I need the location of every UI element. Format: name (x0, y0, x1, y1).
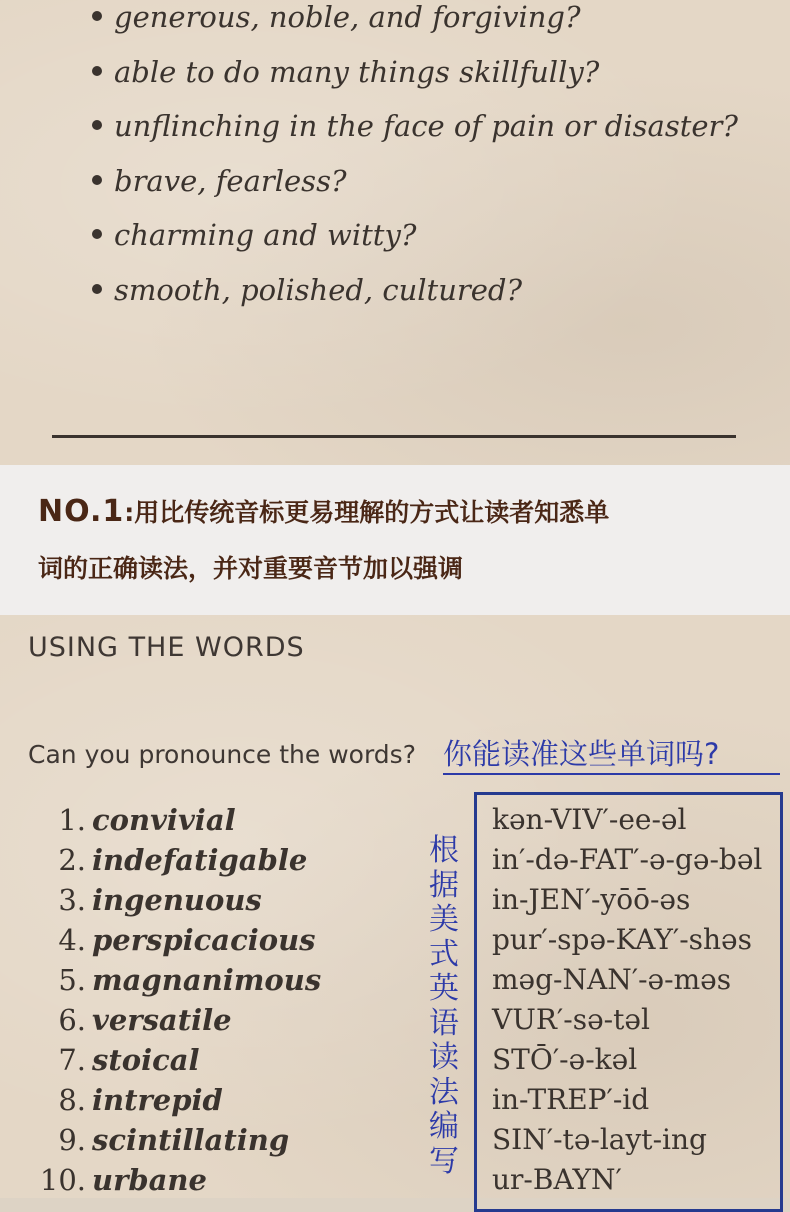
list-item: brave, fearless? (92, 158, 738, 213)
pronunciation: in-JEN′-yōō-əs (492, 883, 691, 916)
section-heading: USING THE WORDS (28, 632, 305, 663)
pronunciation: VUR′-sə-təl (492, 1003, 650, 1036)
question-text: Can you pronounce the words? (28, 740, 416, 769)
bullet-icon (92, 175, 102, 185)
pronunciation-list (492, 800, 762, 1200)
list-item: 3. ingenuous (58, 883, 262, 917)
pronunciation: SIN′-tə-layt-ing (492, 1123, 707, 1156)
list-item: 2. indefatigable (58, 843, 308, 877)
list-item: 4. perspicacious (58, 923, 316, 957)
chinese-question-annotation: 你能读准这些单词吗? (443, 737, 720, 771)
list-item: unflinching in the face of pain or disaster? (92, 103, 738, 158)
bullet-icon (92, 284, 102, 294)
bullet-icon (92, 66, 102, 76)
list-item: 7. stoical (58, 1043, 200, 1077)
pronunciation: pur′-spə-KAY′-shəs (492, 923, 752, 956)
bullet-icon (92, 11, 102, 21)
section-divider (52, 435, 736, 438)
list-item: 8. intrepid (58, 1083, 223, 1117)
list-item: 5. magnanimous (58, 963, 322, 997)
list-item: smooth, polished, cultured? (92, 267, 738, 322)
banner-line-2: 词的正确读法，并对重要音节加以强调 (38, 554, 464, 583)
banner-line-1 (38, 493, 609, 529)
banner-text-1: :用比传统音标更易理解的方式让读者知悉单 (124, 498, 610, 527)
pronunciation: ur-BAYN′ (492, 1163, 622, 1196)
word-list (30, 800, 321, 1200)
list-item: 6. versatile (58, 1003, 232, 1037)
top-page-scan (0, 0, 790, 465)
list-item: 1. convivial (58, 803, 236, 837)
annotation-banner (0, 465, 790, 615)
list-item: able to do many things skillfully? (92, 49, 738, 104)
annotation-underline (443, 773, 780, 775)
pronunciation: kən-VIV′-ee-əl (492, 803, 687, 836)
list-item: charming and witty? (92, 212, 738, 267)
pronunciation: məg-NAN′-ə-məs (492, 963, 732, 996)
list-item: 9. scintillating (58, 1123, 290, 1157)
list-item: generous, noble, and forgiving? (92, 0, 738, 49)
list-item: 10. urbane (39, 1163, 207, 1197)
banner-number-label: NO.1 (38, 494, 125, 529)
bullet-icon (92, 229, 102, 239)
pronunciation: STŌ′-ə-kəl (492, 1043, 638, 1076)
bullet-list (92, 0, 738, 321)
vertical-annotation: 根 据 美 式 英 语 读 法 编 写 (429, 833, 459, 1179)
pronunciation: in′-də-FAT′-ə-gə-bəl (492, 843, 763, 876)
bullet-icon (92, 120, 102, 130)
pronunciation: in-TREP′-id (492, 1083, 650, 1116)
